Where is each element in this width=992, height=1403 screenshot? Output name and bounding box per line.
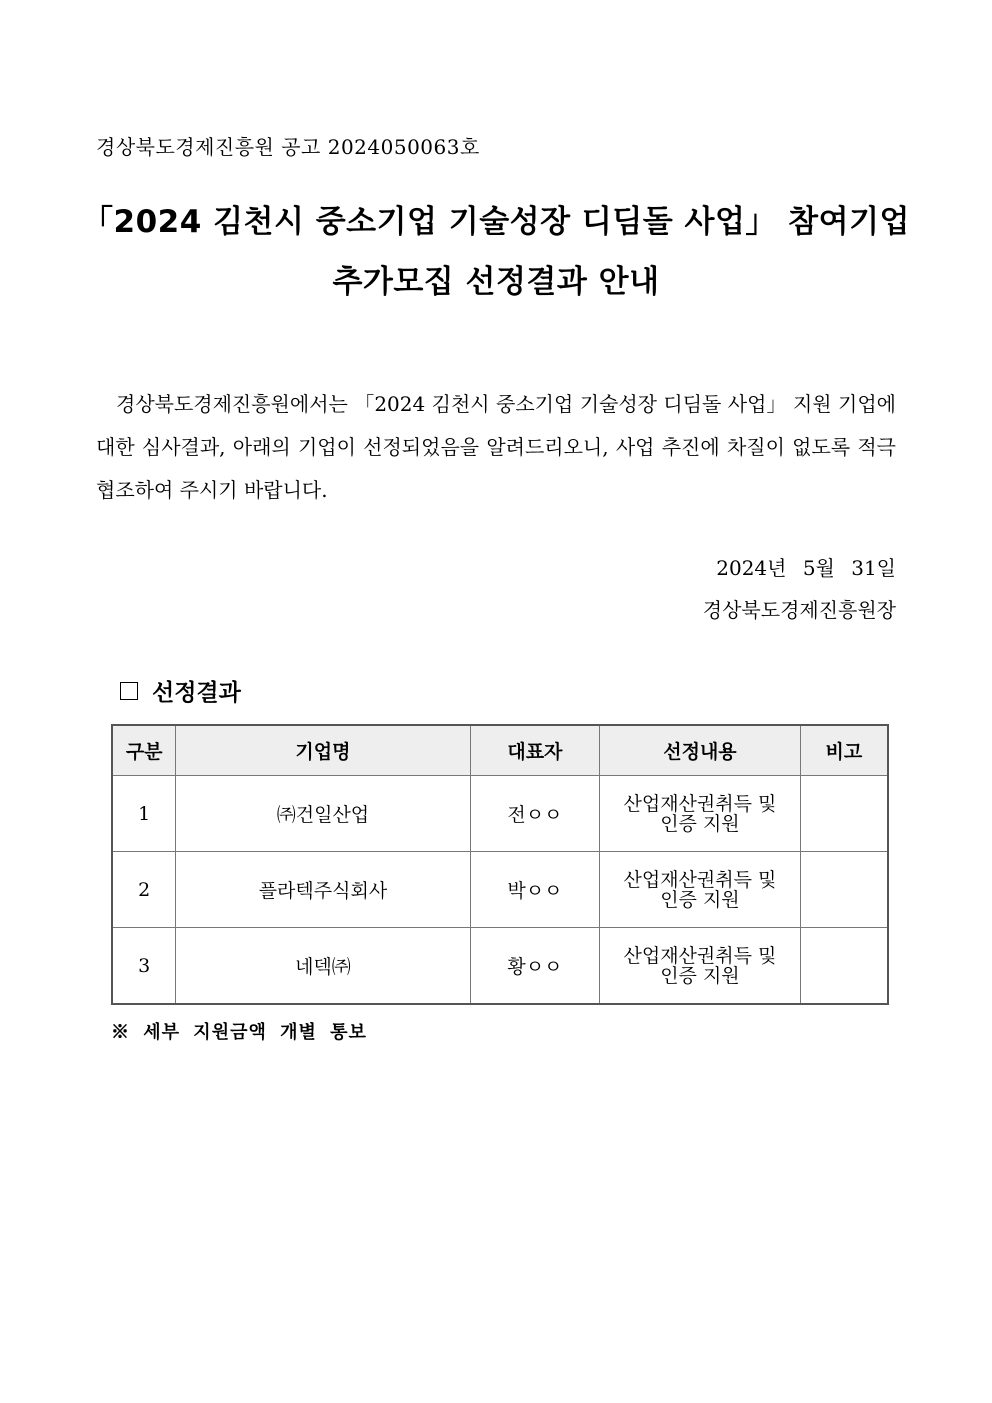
note-cell: [800, 928, 888, 1005]
content-line2: 인증 지원: [660, 888, 740, 911]
content-line2: 인증 지원: [660, 964, 740, 987]
representative: 박ㅇㅇ: [470, 852, 600, 928]
company-name: ㈜건일산업: [176, 776, 470, 852]
header-division: 구분: [112, 725, 176, 776]
table-row: [112, 928, 888, 1005]
section-heading: [120, 674, 241, 707]
selection-content: [600, 776, 800, 852]
content-line1: 산업재산권취득 및: [623, 944, 777, 967]
checkbox-square-icon: [120, 682, 138, 700]
note-cell: [800, 852, 888, 928]
announcement-date: 2024년 5월 31일: [716, 556, 896, 580]
header-note: 비고: [800, 725, 888, 776]
results-table: [111, 724, 889, 1005]
row-number: 1: [112, 776, 176, 852]
table-row: [112, 852, 888, 928]
content-line1: 산업재산권취득 및: [623, 792, 777, 815]
header-representative: 대표자: [470, 725, 600, 776]
content-line1: 산업재산권취득 및: [623, 868, 777, 891]
company-name: 플라텍주식회사: [176, 852, 470, 928]
document-title-line1: 「2024 김천시 중소기업 기술성장 디딤돌 사업」 참여기업: [82, 204, 910, 240]
issuer-signature: 경상북도경제진흥원장: [702, 598, 896, 622]
representative: 황ㅇㅇ: [470, 928, 600, 1005]
note-cell: [800, 776, 888, 852]
notice-number: 경상북도경제진흥원 공고 2024050063호: [96, 135, 480, 159]
table-row: [112, 776, 888, 852]
header-content: 선정내용: [600, 725, 800, 776]
header-company: 기업명: [176, 725, 470, 776]
section-heading-label: 선정결과: [152, 679, 241, 706]
row-number: 3: [112, 928, 176, 1005]
representative: 전ㅇㅇ: [470, 776, 600, 852]
table-header-row: [112, 725, 888, 776]
document-title-line2: 추가모집 선정결과 안내: [332, 264, 660, 300]
body-paragraph: [96, 383, 896, 512]
content-line2: 인증 지원: [660, 812, 740, 835]
row-number: 2: [112, 852, 176, 928]
company-name: 네덱㈜: [176, 928, 470, 1005]
selection-content: [600, 928, 800, 1005]
selection-content: [600, 852, 800, 928]
footnote: ※ 세부 지원금액 개별 통보: [111, 1022, 367, 1043]
body-paragraph-text: 경상북도경제진흥원에서는 「2024 김천시 중소기업 기술성장 디딤돌 사업」 지원 기업에 대한 심사결과, 아래의 기업이 선정되었음을 알려드리오니, 사업 추진에 차질이 없도록 적극 협조하여 주시기 바랍니다.: [96, 392, 896, 502]
